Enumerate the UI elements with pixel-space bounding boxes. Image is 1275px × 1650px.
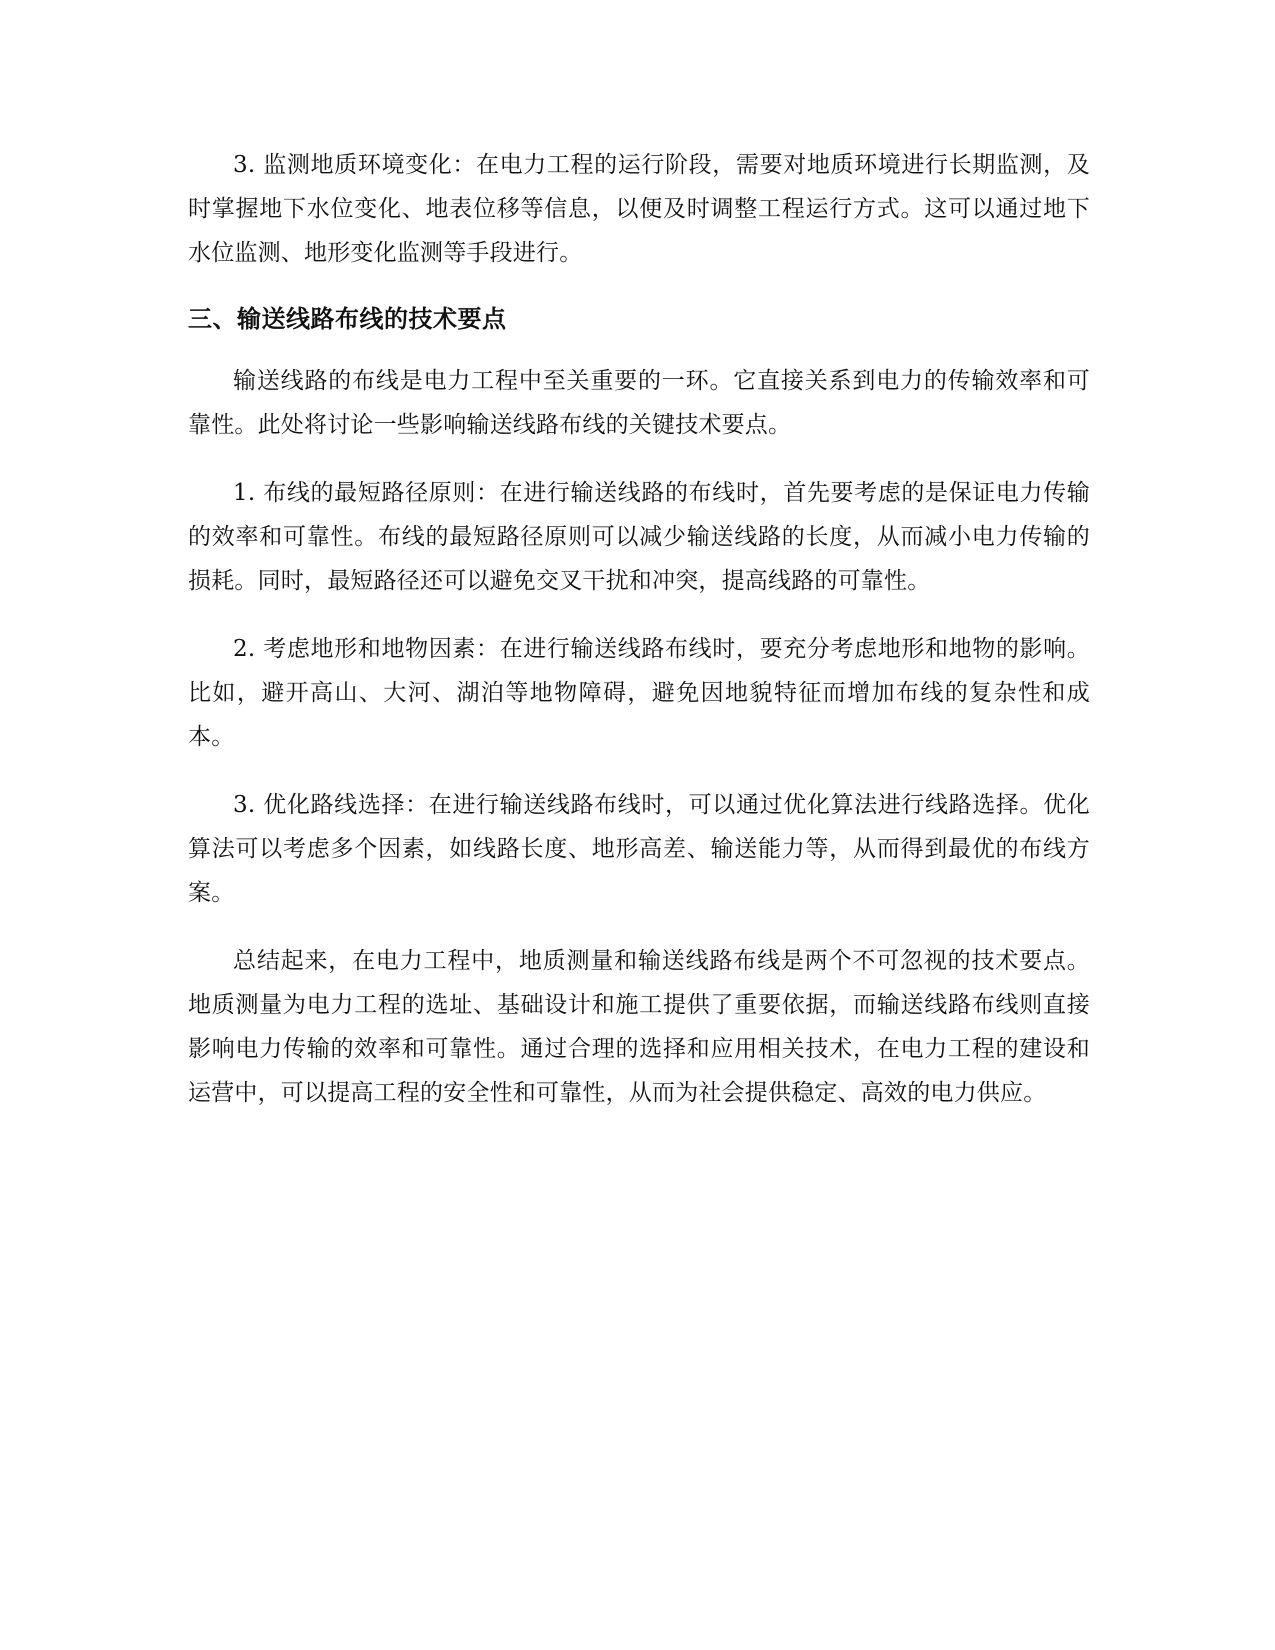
paragraph-route-optimization: 3. 优化路线选择：在进行输送线路布线时，可以通过优化算法进行线路选择。优化算法可以考虑多个因素，如线路长度、地形高差、输送能力等，从而得到最优的布线方案。 xyxy=(188,792,1090,906)
paragraph-terrain-factors: 2. 考虑地形和地物因素：在进行输送线路布线时，要充分考虑地形和地物的影响。比如，避开高山、大河、湖泊等地物障碍，避免因地貌特征而增加布线的复杂性和成本。 xyxy=(188,636,1090,750)
section-heading-transmission-routing: 三、输送线路布线的技术要点 xyxy=(188,305,507,333)
paragraph-geology-monitoring: 3. 监测地质环境变化：在电力工程的运行阶段，需要对地质环境进行长期监测，及时掌握地下水位变化、地表位移等信息，以便及时调整工程运行方式。这可以通过地下水位监测、地形变化监测等手段进行。 xyxy=(188,152,1090,266)
paragraph-summary: 总结起来，在电力工程中，地质测量和输送线路布线是两个不可忽视的技术要点。地质测量为电力工程的选址、基础设计和施工提供了重要依据，而输送线路布线则直接影响电力传输的效率和可靠性。通过合理的选择和应用相关技术，在电力工程的建设和运营中，可以提高工程的安全性和可靠性，从而为社会提供稳定、高效的电力供应。 xyxy=(188,948,1090,1106)
paragraph-routing-intro: 输送线路的布线是电力工程中至关重要的一环。它直接关系到电力的传输效率和可靠性。此处将讨论一些影响输送线路布线的关键技术要点。 xyxy=(188,368,1090,438)
paragraph-shortest-path: 1. 布线的最短路径原则：在进行输送线路的布线时，首先要考虑的是保证电力传输的效率和可靠性。布线的最短路径原则可以减少输送线路的长度，从而减小电力传输的损耗。同时，最短路径还可以避免交叉干扰和冲突，提高线路的可靠性。 xyxy=(188,480,1090,594)
document-body xyxy=(188,143,1090,1139)
